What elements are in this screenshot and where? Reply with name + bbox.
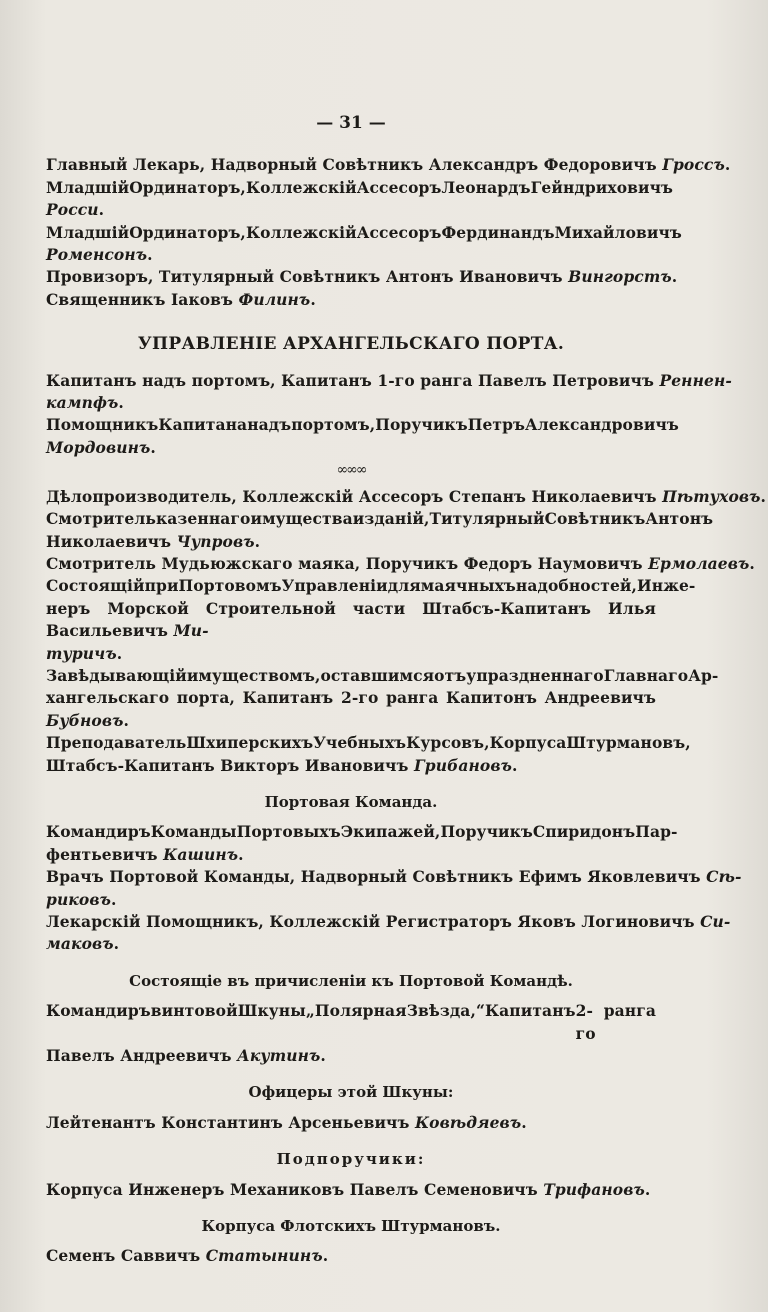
entry-priest: Священникъ Іаковъ Филинъ.	[46, 289, 316, 309]
entry-schooner-commander: Командиръ винтовой Шкуны „Полярная Звѣзда,“ Капитанъ 2-го ранга Павелъ Андреевичъ Акутинъ.	[46, 1001, 656, 1066]
entry-property-keeper: Смотритель казеннаго имущества и зданій, Титулярный Совѣтникъ Антонъ Николаевичъ Чупровъ.	[46, 509, 714, 551]
staff-list-port-team	[46, 821, 742, 955]
entry-junior-ordinator-1: Младшій Ординаторъ, Коллежскій Ассесоръ Леонардъ Гейндриховичъ Росси.	[46, 177, 674, 220]
entry-lighthouse-keeper: Смотритель Мудьюжскаго маяка, Поручикъ Федоръ Наумовичъ Ермолаевъ.	[46, 553, 755, 573]
entry-chief-doctor: Главный Лекарь, Надворный Совѣтникъ Александръ Федоровичъ Гроссъ.	[46, 155, 731, 175]
entry-team-doctor: Врачъ Портовой Команды, Надворный Совѣтникъ Ефимъ Яковлевичъ Сѣ- риковъ.	[46, 867, 742, 909]
entry-skipper-teacher: Преподаватель Шхиперскихъ Учебныхъ Курсовъ, Корпуса Штурмановъ, Штабсъ-Капитанъ Викторъ Ивановичъ Грибановъ.	[46, 733, 691, 775]
section-heading-navigators: Корпуса Флотскихъ Штурмановъ.	[201, 1217, 501, 1236]
entry-clerk: Дѣлопроизводитель, Коллежскій Ассесоръ Степанъ Николаевичъ Пѣтуховъ.	[46, 486, 767, 506]
entry-property-manager: Завѣдывающій имуществомъ, оставшимся отъ упраздненнаго Главнаго Ар- хангельскаго порта, Капитанъ 2-го ранга Капитонъ Андреевичъ Бубновъ.	[46, 665, 719, 730]
staff-list-hospital	[46, 154, 731, 311]
entry-lighthouse-engineer: Состоящій при Портовомъ Управленіи для маячныхъ надобностей, Инже- неръ Морской Строительной части Штабсъ-Капитанъ Илья Васильевичъ Ми- туричъ.	[46, 576, 696, 663]
text-column	[46, 112, 767, 1268]
entry-junior-ordinator-2: Младшій Ординаторъ, Коллежскій Ассесоръ Фердинандъ Михайловичъ Роменсонъ.	[46, 222, 682, 265]
section-heading-sublieutenants: Подпоручики:	[276, 1150, 426, 1169]
entry-team-commander: Командиръ Команды Портовыхъ Экипажей, Поручикъ Спиридонъ Пар- фентьевичъ Кашинъ.	[46, 822, 678, 864]
ornament-divider: ∞∞∞	[336, 462, 366, 479]
entry-navigator: Семенъ Саввичъ Статынинъ.	[46, 1246, 329, 1266]
entry-lieutenant: Лейтенантъ Константинъ Арсеньевичъ Ковѣдяевъ.	[46, 1112, 527, 1132]
page-number: — 31 —	[316, 113, 386, 133]
section-heading-attached: Состоящіе въ причисленіи къ Портовой Командѣ.	[129, 971, 573, 990]
section-heading-port-administration: УПРАВЛЕНІЕ АРХАНГЕЛЬСКАГО ПОРТА.	[137, 334, 565, 355]
entry-captain-assistant: Помощникъ Капитана надъ портомъ, Поручикъ Петръ Александровичъ Мордовинъ.	[46, 415, 679, 457]
staff-list-schooner	[46, 1000, 656, 1067]
entry-pharmacist: Провизоръ, Титулярный Совѣтникъ Антонъ Ивановичъ Вингорстъ.	[46, 267, 678, 287]
staff-list-port-command	[46, 370, 732, 460]
entry-port-captain: Капитанъ надъ портомъ, Капитанъ 1-го ранга Павелъ Петровичъ Реннен- кампфъ.	[46, 370, 732, 413]
section-heading-schooner-officers: Офицеры этой Шкуны:	[248, 1083, 454, 1102]
section-heading-port-team: Портовая Команда.	[264, 792, 438, 811]
entry-medical-assistant: Лекарскій Помощникъ, Коллежскій Регистраторъ Яковъ Логиновичъ Си- маковъ.	[46, 912, 731, 954]
staff-list-port-officials	[46, 486, 767, 777]
entry-mechanic-engineer: Корпуса Инженеръ Механиковъ Павелъ Семеновичъ Трифановъ.	[46, 1179, 651, 1199]
